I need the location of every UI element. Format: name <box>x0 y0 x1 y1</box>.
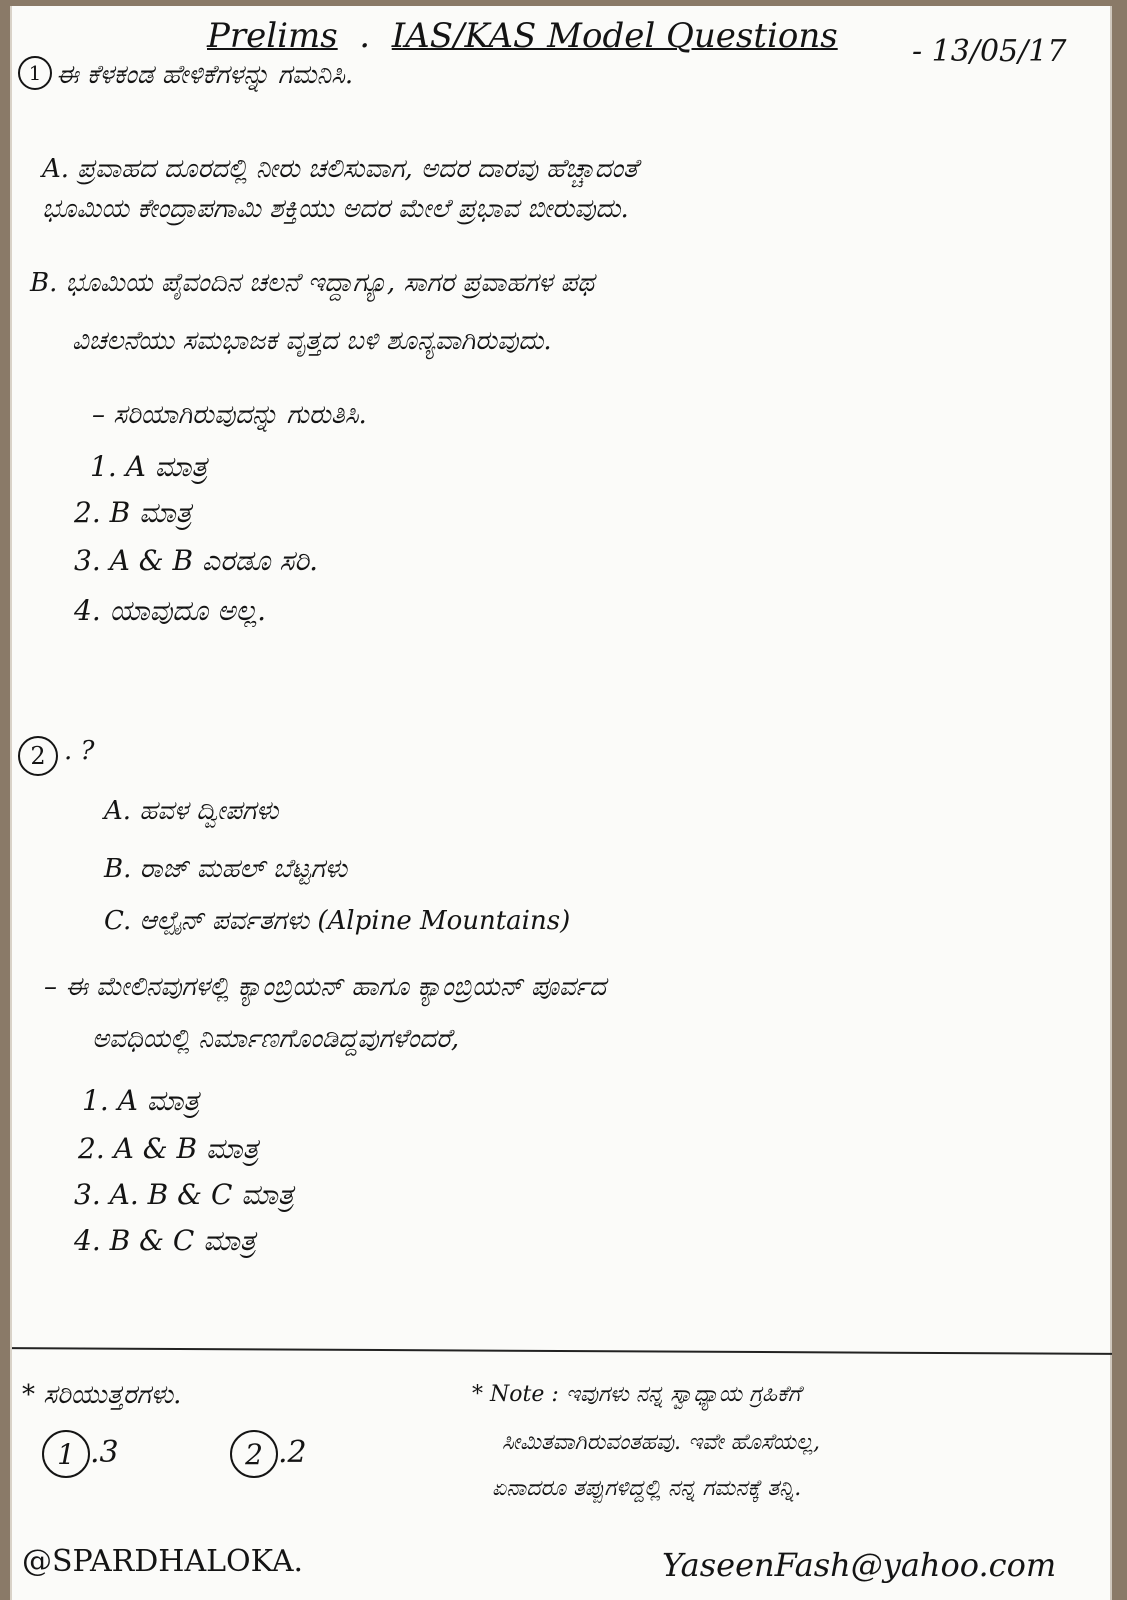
page-date: - 13/05/17 <box>912 34 1067 69</box>
q2-prompt-line2: ಅವಧಿಯಲ್ಲಿ ನಿರ್ಮಾಣಗೊಂಡಿದ್ದವುಗಳೆಂದರೆ, <box>92 1024 460 1054</box>
note-line-1: * Note : ಇವುಗಳು ನನ್ನ ಸ್ವಾಧ್ಯಾಯ ಗ್ರಹಿಕೆಗೆ <box>472 1382 801 1407</box>
q1-option-1: 1. A ಮಾತ್ರ <box>90 450 208 483</box>
question-1-intro: ಈ ಕೆಳಕಂಡ ಹೇಳಿಕೆಗಳನ್ನು ಗಮನಿಸಿ. <box>56 60 354 90</box>
answer-1-question-number: 1 <box>42 1430 90 1478</box>
q1-statement-a-line2: ಭೂಮಿಯ ಕೇಂದ್ರಾಪಗಾಮಿ ಶಕ್ತಿಯು ಅದರ ಮೇಲೆ ಪ್ರಭಾವ ಬೀರುವುದು. <box>42 194 629 224</box>
answer-1 <box>42 1430 119 1478</box>
footer-divider <box>12 1347 1112 1355</box>
page-title: Prelims . IAS/KAS Model Questions <box>207 16 838 56</box>
q1-option-4: 4. ಯಾವುದೂ ಅಲ್ಲ. <box>74 594 266 627</box>
answer-1-value: .3 <box>90 1435 119 1470</box>
q2-item-b: B. ರಾಜ್ ಮಹಲ್ ಬೆಟ್ಟಗಳು <box>104 854 348 884</box>
q1-statement-b-line2: ವಿಚಲನೆಯು ಸಮಭಾಜಕ ವೃತ್ತದ ಬಳಿ ಶೂನ್ಯವಾಗಿರುವುದು. <box>72 326 552 356</box>
q2-option-3: 3. A. B & C ಮಾತ್ರ <box>74 1178 294 1211</box>
q1-statement-b-line1: B. ಭೂಮಿಯ ಪೈವಂದಿನ ಚಲನೆ ಇದ್ದಾಗ್ಯೂ, ಸಾಗರ ಪ್ರವಾಹಗಳ ಪಥ <box>30 268 595 298</box>
answer-2 <box>230 1430 307 1478</box>
answer-2-question-number: 2 <box>230 1430 278 1478</box>
question-2-suffix: . ? <box>64 736 95 766</box>
q1-option-3: 3. A & B ಎರಡೂ ಸರಿ. <box>74 544 318 577</box>
note-line-2: ಸೀಮಿತವಾಗಿರುವಂತಹವು. ಇವೇ ಹೊಸೆಯಲ್ಲ, <box>502 1430 821 1455</box>
title-main: IAS/KAS Model Questions <box>391 16 838 56</box>
q2-option-1: 1. A ಮಾತ್ರ <box>82 1084 200 1117</box>
answers-label: * ಸರಿಯುತ್ತರಗಳು. <box>22 1380 182 1410</box>
author-email: YaseenFash@yahoo.com <box>662 1546 1057 1584</box>
author-handle: @SPARDHALOKA. <box>22 1544 304 1579</box>
question-2-number: 2 <box>18 736 58 776</box>
notebook-page <box>10 6 1112 1600</box>
q2-option-2: 2. A & B ಮಾತ್ರ <box>78 1132 259 1165</box>
title-prelims: Prelims <box>207 16 338 56</box>
question-1-number: 1 <box>18 56 52 90</box>
q1-prompt: – ಸರಿಯಾಗಿರುವುದನ್ನು ಗುರುತಿಸಿ. <box>92 400 367 430</box>
q2-item-c: C. ಆಲ್ಪೈನ್ ಪರ್ವತಗಳು (Alpine Mountains) <box>104 906 571 936</box>
q2-item-a: A. ಹವಳ ದ್ವೀಪಗಳು <box>104 796 279 826</box>
note-line-3: ಏನಾದರೂ ತಪ್ಪುಗಳಿದ್ದಲ್ಲಿ ನನ್ನ ಗಮನಕ್ಕೆ ತನ್ನಿ. <box>492 1476 802 1501</box>
answer-2-value: .2 <box>278 1435 307 1470</box>
q1-statement-a-line1: A. ಪ್ರವಾಹದ ದೂರದಲ್ಲಿ ನೀರು ಚಲಿಸುವಾಗ, ಅದರ ದಾರವು ಹೆಚ್ಚಾದಂತೆ <box>42 154 638 184</box>
q1-option-2: 2. B ಮಾತ್ರ <box>74 496 192 529</box>
q2-option-4: 4. B & C ಮಾತ್ರ <box>74 1224 256 1257</box>
q2-prompt-line1: – ಈ ಮೇಲಿನವುಗಳಲ್ಲಿ ಕ್ಯಾಂಬ್ರಿಯನ್ ಹಾಗೂ ಕ್ಯಾಂಬ್ರಿಯನ್ ಪೂರ್ವದ <box>44 972 606 1002</box>
